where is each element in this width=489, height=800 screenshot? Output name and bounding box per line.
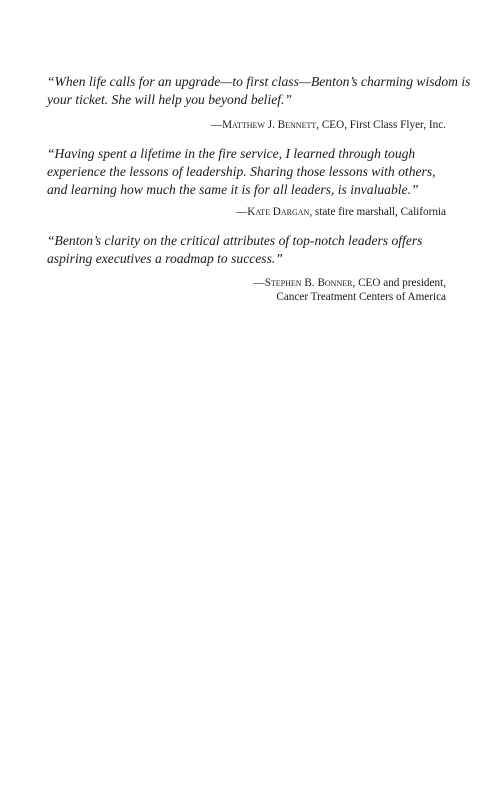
attribution-name: Stephen B. Bonner	[264, 277, 353, 289]
testimonial-attribution	[47, 118, 446, 132]
quote-line: “Benton’s clarity on the critical attributes of top-notch leaders offers	[47, 233, 423, 248]
quote-line: experience the lessons of leadership. Sharing those lessons with others,	[47, 164, 436, 179]
testimonial-2	[47, 145, 446, 219]
quote-line: aspiring executives a roadmap to success.”	[47, 251, 283, 266]
testimonial-1	[47, 73, 471, 132]
quote-line: “When life calls for an upgrade—to first class—Benton’s charming wisdom is	[47, 74, 471, 89]
attribution-name: Matthew J. Bennett	[222, 119, 317, 131]
testimonial-attribution	[47, 276, 446, 304]
attribution-title: , CEO and president,	[352, 277, 446, 289]
attribution-line	[47, 205, 446, 219]
attribution-title: , CEO, First Class Flyer, Inc.	[316, 119, 446, 131]
quote-line: “Having spent a lifetime in the fire service, I learned through tough	[47, 146, 416, 161]
attribution-line	[47, 276, 446, 290]
testimonial-3	[47, 232, 446, 304]
attribution-dash: —	[210, 119, 223, 131]
testimonial-quote	[47, 145, 446, 199]
attribution-dash: —	[253, 277, 265, 289]
attribution-name: Kate Dargan	[247, 206, 310, 218]
attribution-dash: —	[236, 206, 248, 218]
testimonial-quote	[47, 232, 446, 268]
attribution-line	[47, 118, 446, 132]
attribution-line: Cancer Treatment Centers of America	[276, 291, 446, 303]
quote-line: your ticket. She will help you beyond belief.”	[47, 92, 292, 107]
attribution-title: , state fire marshall, California	[309, 206, 446, 218]
testimonial-attribution	[47, 205, 446, 219]
quote-line: and learning how much the same it is for all leaders, is invaluable.”	[47, 182, 419, 197]
testimonial-quote	[47, 73, 471, 109]
